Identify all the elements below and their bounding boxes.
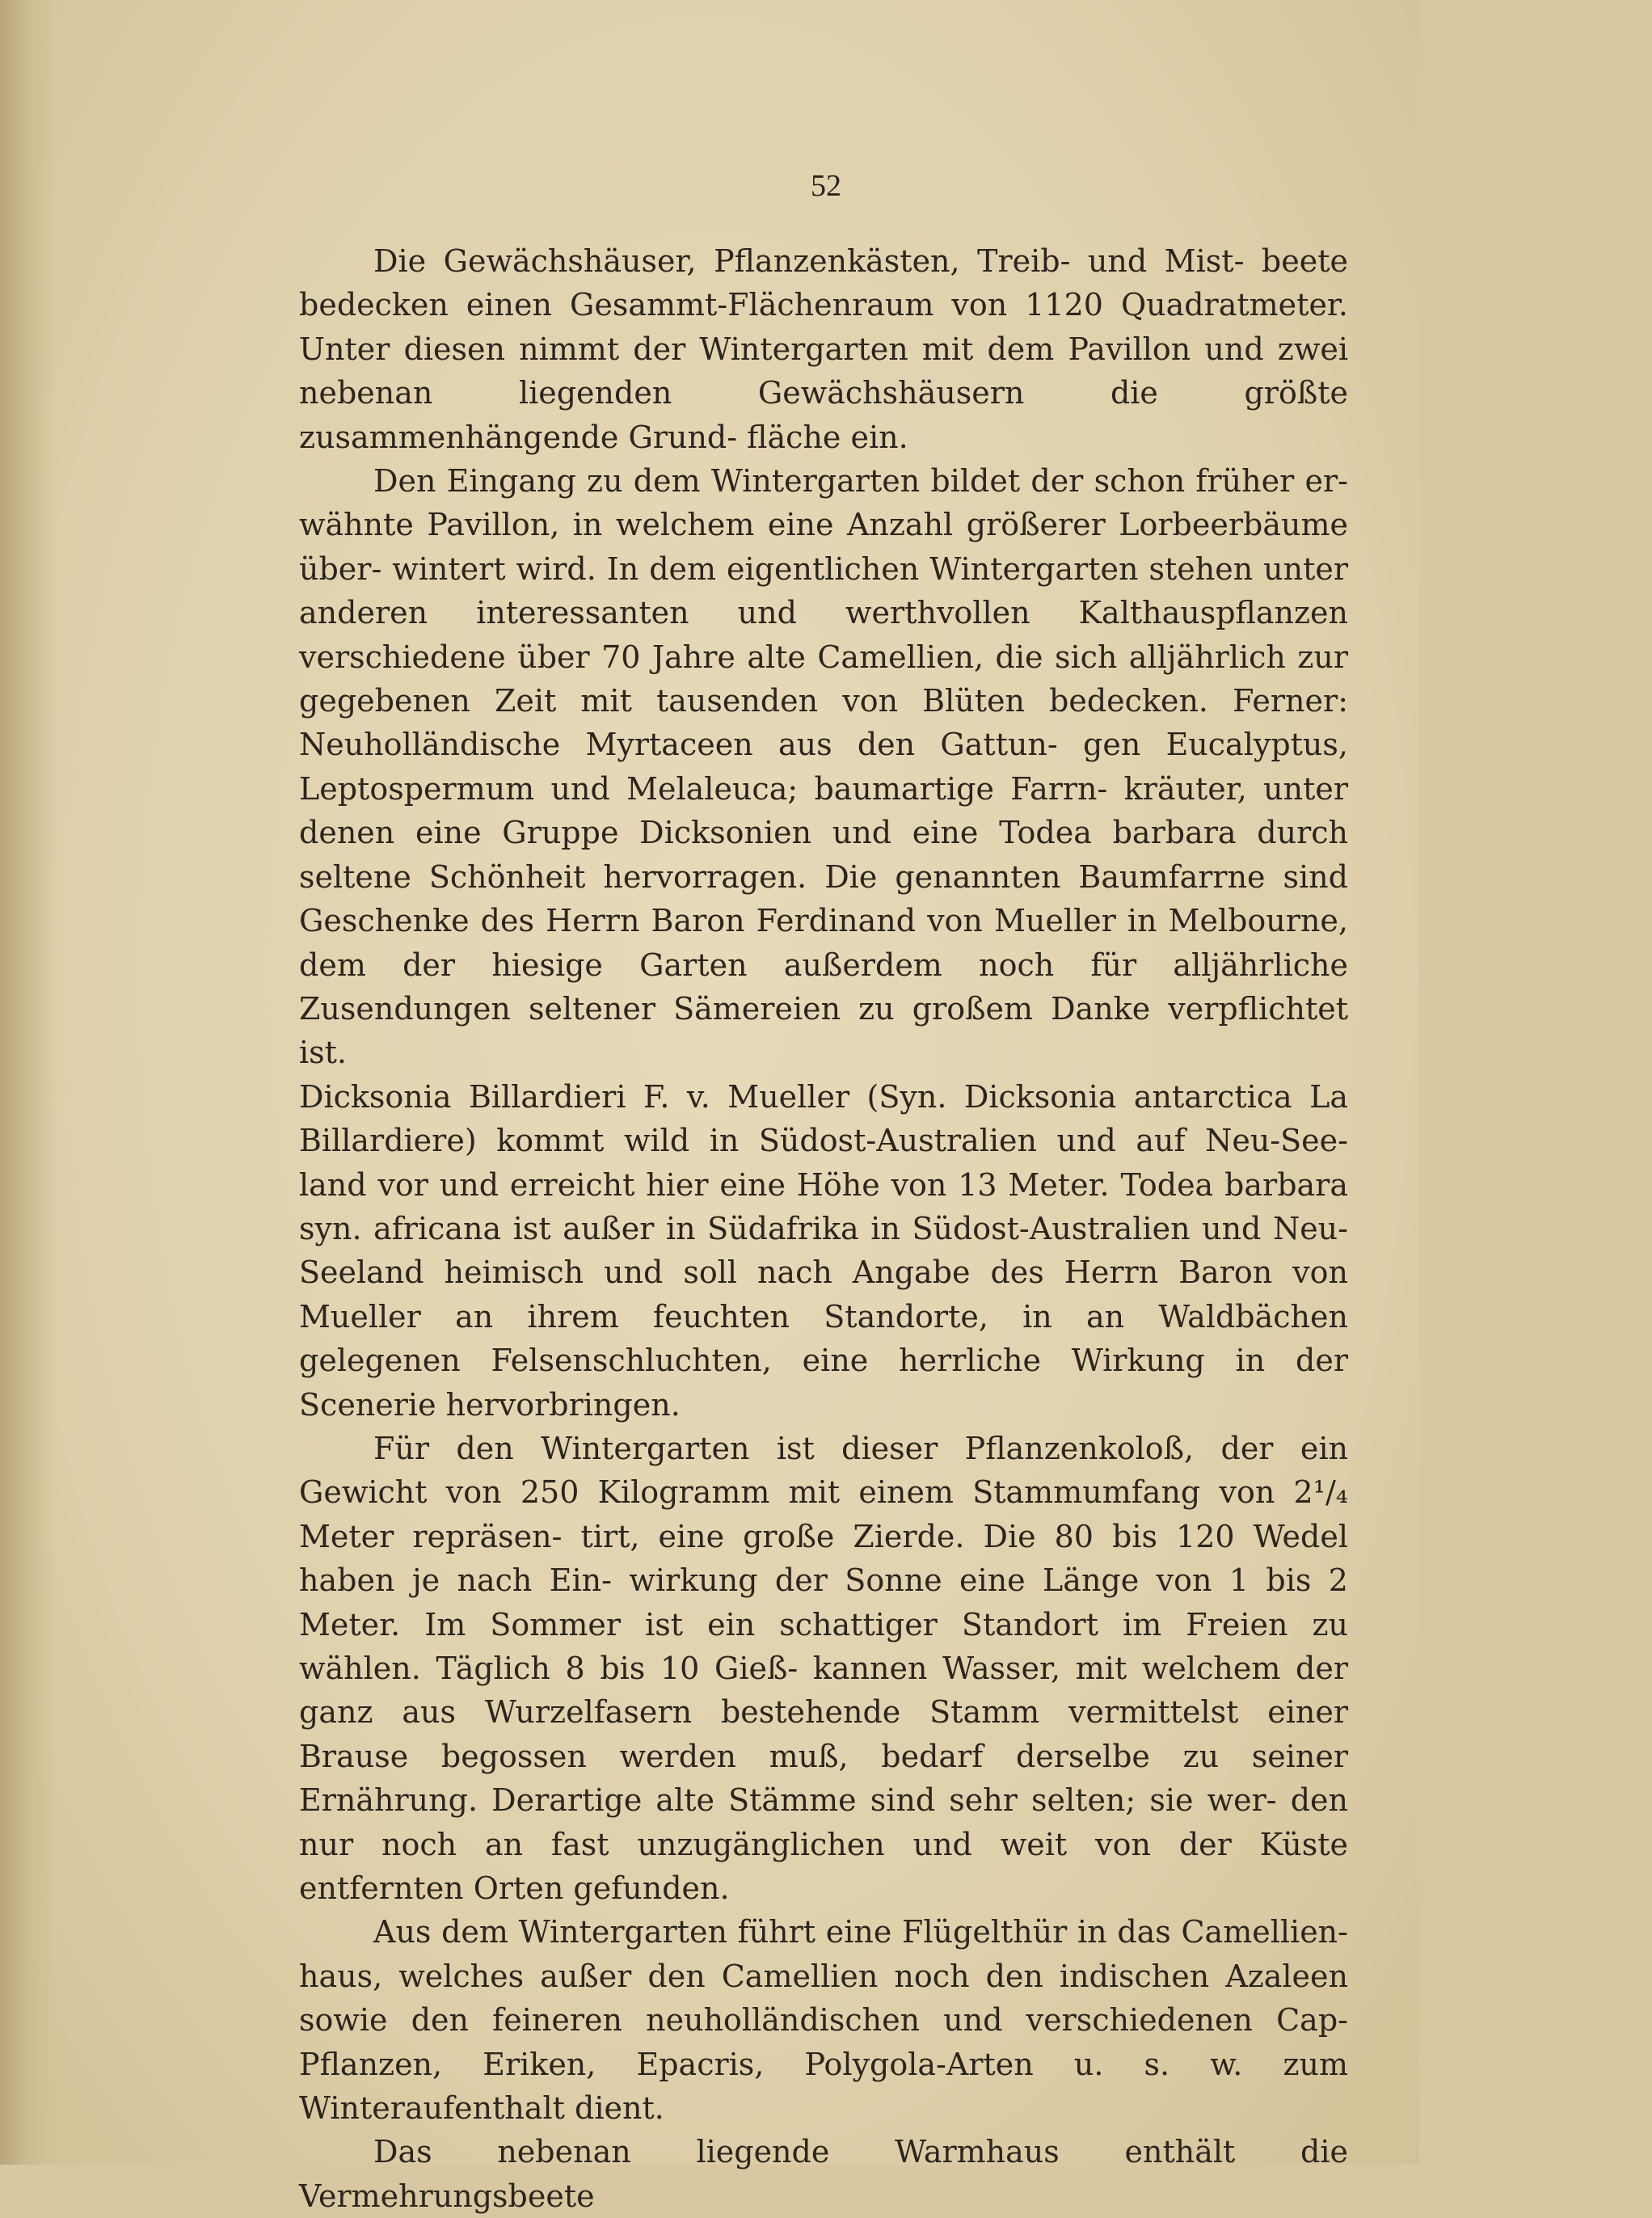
paragraph-dicksonia: Dicksonia Billardieri F. v. Mueller (Syn. Dicksonia antarctica La Billardiere) kommt wild in Südost-Australien und auf Neu-See- land vor und erreicht hier eine Höhe von 13 Meter. Todea barbara syn. africana ist außer in Südafrika in Südost-Australien und Neu- Seeland heimisch und soll nach Angabe des Herrn Baron von Mueller an ihrem feuchten Standorte, in an Waldbächen gelegenen Felsenschluchten, eine herrliche Wirkung in der Scenerie hervorbringen.: [299, 1078, 1348, 1423]
paragraph-winter-garden-entrance: Den Eingang zu dem Wintergarten bildet der schon früher er- wähnte Pavillon, in welchem eine Anzahl größerer Lorbeerbäume über- wintert wird. In dem eigentlichen Wintergarten stehen unter anderen interessanten und werthvollen Kalthauspflanzen verschiedene über 70 Jahre alte Camellien, die sich alljährlich zur gegebenen Zeit mit tausenden von Blüten bedecken. Ferner: Neuholländische Myrtaceen aus den Gattun- gen Eucalyptus, Leptospermum und Melaleuca; baumartige Farrn- kräuter, unter denen eine Gruppe Dicksonien und eine Todea barbara durch seltene Schönheit hervorragen. Die genannten Baumfarrne sind Geschenke des Herrn Baron Ferdinand von Mueller in Melbourne, dem der hiesige Garten außerdem noch für alljährliche Zusendungen seltener Sämereien zu großem Danke verpflichtet ist.: [299, 463, 1348, 1071]
paragraph-greenhouses: Die Gewächshäuser, Pflanzenkästen, Treib- und Mist- beete bedecken einen Gesammt-Flächenraum von 1120 Quadratmeter. Unter diesen nimmt der Wintergarten mit dem Pavillon und zwei nebenan liegenden Gewächshäusern die größte zusammenhängende Grund- fläche ein.: [299, 243, 1348, 455]
page-number: 52: [811, 169, 841, 203]
body-text: [299, 239, 1348, 2218]
paragraph-camellia-house: Aus dem Wintergarten führt eine Flügelthür in das Camellien- haus, welches außer den Camellien noch den indischen Azaleen sowie den feineren neuholländischen und verschiedenen Cap-Pflanzen, Eriken, Epacris, Polygola-Arten u. s. w. zum Winteraufenthalt dient.: [299, 1914, 1348, 2127]
page-gutter-shadow: [0, 0, 57, 2165]
paragraph-plant-colossus: Für den Wintergarten ist dieser Pflanzenkoloß, der ein Gewicht von 250 Kilogramm mit einem Stammumfang von 2¹/₄ Meter repräsen- tirt, eine große Zierde. Die 80 bis 120 Wedel haben je nach Ein- wirkung der Sonne eine Länge von 1 bis 2 Meter. Im Sommer ist ein schattiger Standort im Freien zu wählen. Täglich 8 bis 10 Gieß- kannen Wasser, mit welchem der ganz aus Wurzelfasern bestehende Stamm vermittelst einer Brause begossen werden muß, bedarf derselbe zu seiner Ernährung. Derartige alte Stämme sind sehr selten; sie wer- den nur noch an fast unzugänglichen und weit von der Küste entfernten Orten gefunden.: [299, 1430, 1348, 1907]
paragraph-warm-house: Das nebenan liegende Warmhaus enthält die Vermehrungsbeete: [299, 2134, 1348, 2214]
